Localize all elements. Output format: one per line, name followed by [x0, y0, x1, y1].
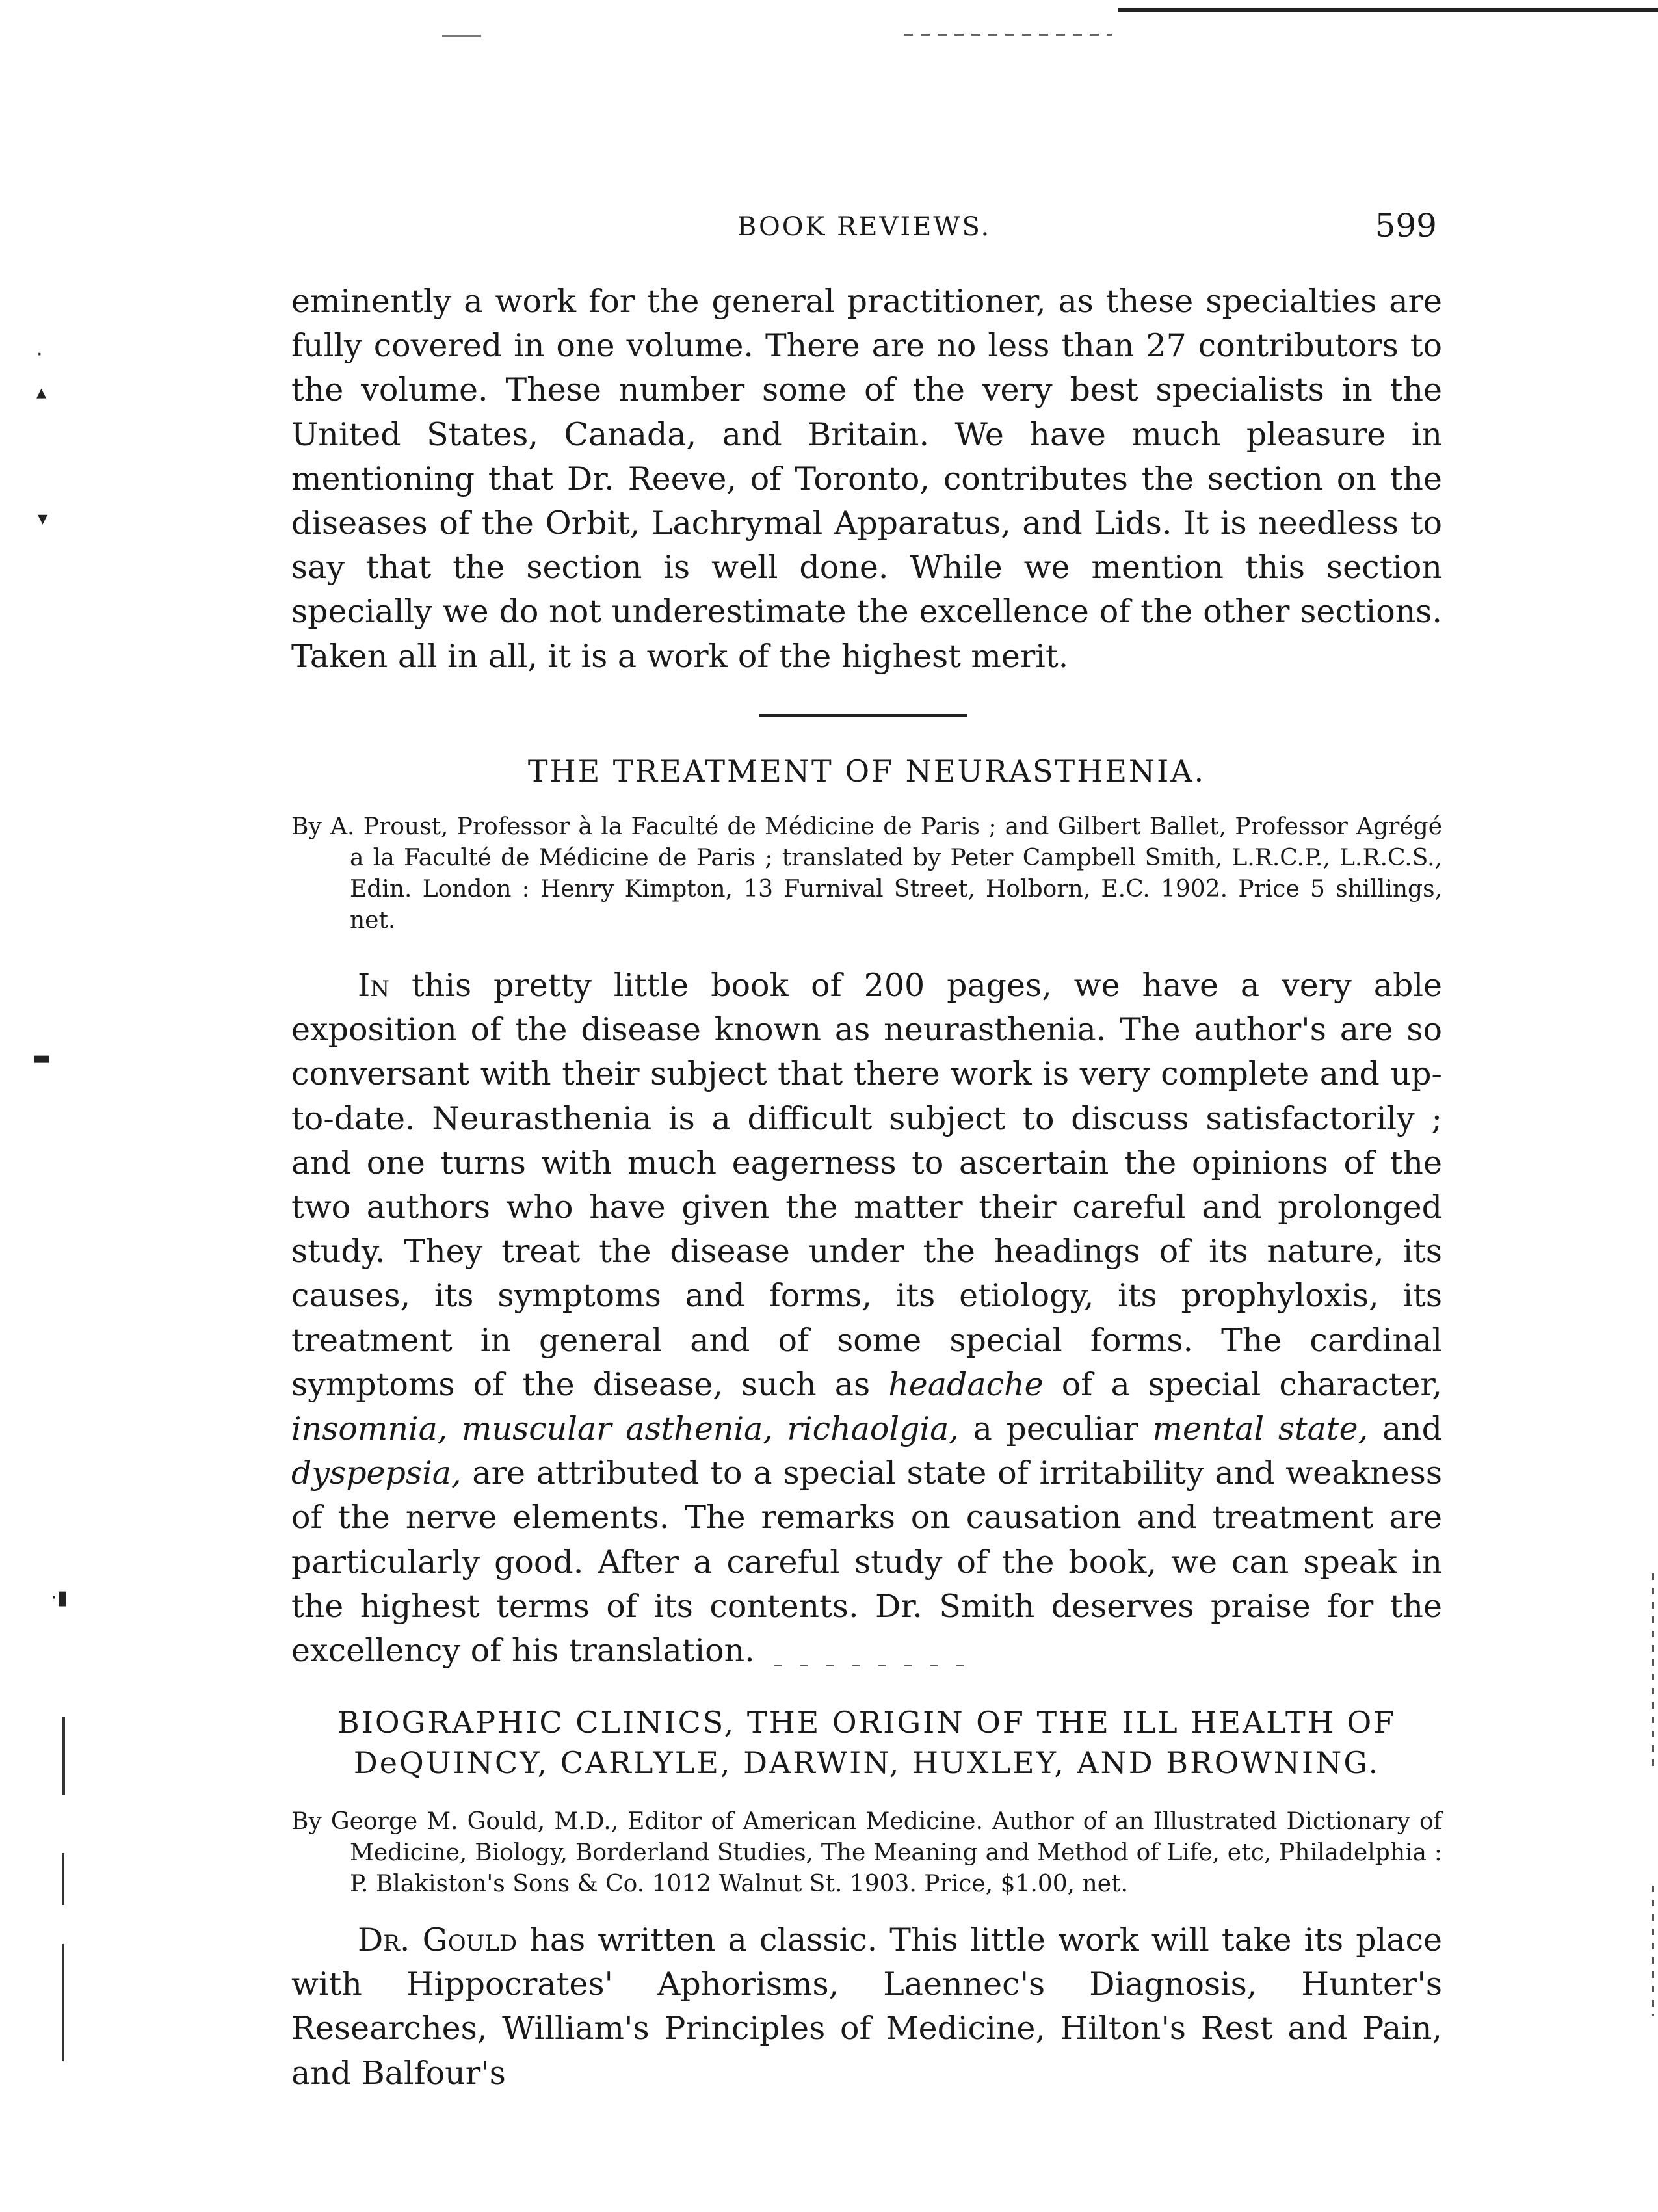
review-byline: By A. Proust, Professor à la Faculté de Médicine de Paris ; and Gilbert Ballet, Professor Agrégé a la Faculté de Médicine de Paris ; translated by Peter Campbell Smith, L.R.C.P., L.R.C.S., Edin. London : Henry Kimpton, 13 Furnival Street, Holborn, E.C. 1902. Price 5 shillings, net.	[291, 813, 1442, 934]
margin-speck: ▬	[33, 1047, 51, 1070]
italic-term: mental state,	[1152, 1410, 1369, 1448]
review-body-neurasthenia	[291, 964, 1442, 1673]
scan-artifact-dash	[442, 35, 481, 37]
scan-artifact-dash	[904, 34, 1112, 36]
margin-bar	[62, 1853, 64, 1905]
margin-speck: ▴	[36, 381, 47, 404]
margin-speck: ▾	[38, 507, 48, 530]
scan-edge-rule	[1118, 8, 1658, 12]
text-run: has written a classic. This little work will take its place with Hippocrates' Aphorisms, Laennec's Diagnosis, Hunter's Researches, William's Principles of Medicine, Hilton's Rest and Pain, and Balfour's	[291, 1921, 1442, 2092]
section-divider	[759, 714, 967, 717]
margin-speck: ·	[36, 343, 43, 366]
text-run: of a special character,	[1043, 1365, 1442, 1403]
text-run: this pretty little book of 200 pages, we have a very able exposition of the disease known as neurasthenia. The author's are so conversant with their subject that there work is very complete and up-to-date. Neurasthenia is a difficult subject to discuss satisfactorily ; and one turns with much eagerness to ascertain the opinions of the two authors who have given the matter their careful and prolonged study. They treat the disease under the headings of its nature, its causes, its symptoms and forms, its etiology, its prophyloxis, its treatment in general and of some special forms. The cardinal symptoms of the disease, such as	[291, 967, 1442, 1403]
text-run: are attributed to a special state of irritability and weakness of the nerve elements. The remarks on causation and treatment are particularly good. After a careful study of the book, we can speak in the highest terms of its contents. Dr. Smith deserves praise for the excellency of his translation.	[291, 1455, 1442, 1670]
margin-bar	[62, 1717, 65, 1795]
title-line: DeQUINCY, CARLYLE, DARWIN, HUXLEY, AND BROWNING.	[353, 1745, 1380, 1780]
running-head	[291, 207, 1437, 252]
italic-term: dyspepsia,	[291, 1455, 462, 1492]
margin-speck: ·▮	[51, 1587, 68, 1609]
review-title-biographic-clinics	[291, 1702, 1442, 1783]
review-continuation: eminently a work for the general practitioner, as these specialties are fully covered in one volume. There are no less than 27 contributors to the volume. These number some of the very best specialists in the United States, Canada, and Britain. We have much pleasure in mentioning that Dr. Reeve, of Toronto, contributes the section on the diseases of the Orbit, Lachrymal Apparatus, and Lids. It is needless to say that the section is well done. While we mention this section specially we do not underestimate the excellence of the other sections. Taken all in all, it is a work of the highest merit.	[291, 283, 1442, 675]
review-title-neurasthenia: THE TREATMENT OF NEURASTHENIA.	[527, 754, 1206, 789]
review-body-biographic-clinics	[291, 1918, 1442, 2096]
text-run: a peculiar	[958, 1410, 1153, 1448]
italic-term: insomnia, muscular asthenia, richaolgia,	[291, 1410, 959, 1448]
section-divider	[774, 1665, 969, 1666]
scan-edge-mark	[1652, 1573, 1654, 1769]
margin-bar	[62, 1944, 64, 2061]
italic-term: headache	[888, 1365, 1044, 1403]
running-title: BOOK REVIEWS.	[737, 212, 992, 242]
review-byline: By George M. Gould, M.D., Editor of American Medicine. Author of an Illustrated Dictionary of Medicine, Biology, Borderland Studies, The Meaning and Method of Life, etc, Philadelphia : P. Blakiston's Sons & Co. 1012 Walnut St. 1903. Price, $1.00, net.	[291, 1808, 1442, 1897]
page-number: 599	[1375, 207, 1437, 244]
dropcap: Dr. Gould	[358, 1921, 518, 1958]
title-line: BIOGRAPHIC CLINICS, THE ORIGIN OF THE ILL HEALTH OF	[337, 1705, 1397, 1740]
scan-edge-mark	[1652, 1886, 1654, 2016]
dropcap: In	[358, 967, 390, 1004]
text-run: and	[1368, 1410, 1442, 1448]
